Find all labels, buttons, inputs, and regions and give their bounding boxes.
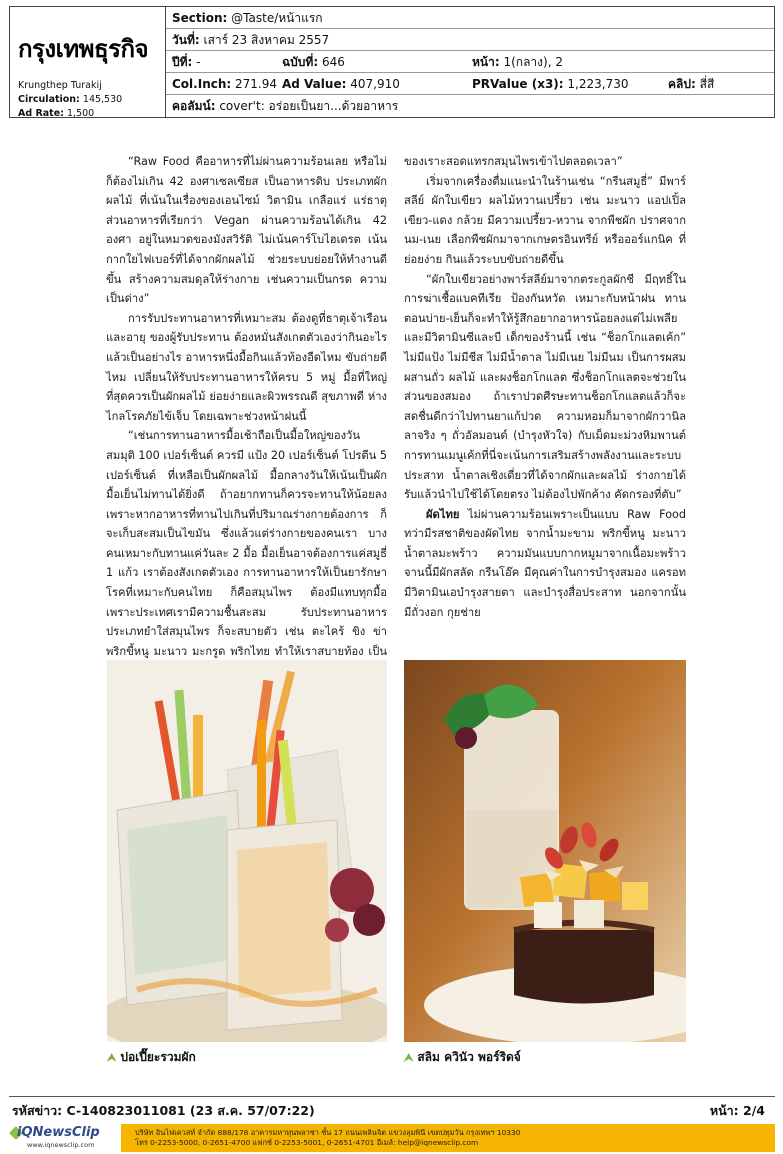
paragraph: “Raw Food คืออาหารที่ไม่ผ่านความร้อนเลย หรือไม่ก็ต้องไม่เกิน 42 องศาเซลเซียส เป็นอาหารดิบ ประเภทผักผลไม้ ที่เน้นในเรื่องของเอนไซม์ วิตามิน เกลือแร่ แร่ธาตุ ส่วนอาหารที่เรียกว่า Vegan ผ่านความร้อนได้เกิน 42 องศา อยู่ในหมวดของมังสวิรัติ ไม่เน้นคาร์โบไฮเดรต เน้นกากใยไฟเบอร์ที่ได้จากผักผลไม้ ช่วยระบบย่อยให้ทำงานดีขึ้น สร้างความสมดุลให้ร่างกาย เช่นความเป็นกรด ความเป็นด่าง” — [106, 155, 387, 306]
company-info — [121, 1128, 520, 1148]
iqnewsclip-logo[interactable] — [9, 1124, 121, 1152]
caption-photo2 — [404, 1048, 521, 1067]
section-row: Section: @Taste/หน้าแรก — [166, 7, 774, 29]
photo-quinoa-porridge — [404, 660, 686, 1042]
caption-photo1 — [107, 1048, 196, 1067]
paragraph: เริ่มจากเครื่องดื่มแนะนำในร้านเช่น “กรีนสมูธี่” มีพาร์สลีย์ ผักใบเขียว ผลไม้หวานเปรี้ยว เช่น มะนาว แอปเปิ้ลเขียว-แดง กล้วย มีความเปรี้ยว-หวาน จากพืชผัก ปราศจากนม-เนย เลือกพืชผักมาจากเกษตรอินทรีย์ หรือออร์แกนิค ที่ย่อยง่าย กินแล้วระบบขับถ่ายดีขึ้น — [404, 174, 686, 266]
article-column-left — [106, 152, 387, 681]
publication-meta — [18, 79, 122, 121]
news-id: รหัสข่าว: C-140823011081 (23 ส.ค. 57/07:22) — [12, 1103, 315, 1118]
publication-name: Krungthep Turakij — [18, 80, 102, 91]
paragraph: ของเราะสอดแทรกสมุนไพรเข้าไปตลอดเวลา” — [404, 155, 623, 168]
caption-text: ปอเปี๊ยะรวมผัก — [120, 1050, 196, 1064]
issue-row: ปีที่: - ฉบับที่: 646 หน้า: 1(กลาง), 2 — [166, 51, 774, 73]
paragraph: “เช่นการทานอาหารมื้อเช้าถือเป็นมื้อใหญ่ของวัน สมมุติ 100 เปอร์เซ็นต์ ควรมี แป้ง 20 เปอร์เซ็นต์ โปรตีน 5 เปอร์เซ็นต์ ที่เหลือเป็นผักผลไม้ มื้อกลางวันให้เน้นเป็นผัก มื้อเย็นไม่ทานได้ยิ่งดี ถ้าอยากทานก็ควรจะทานให้น้อยลง เพราะหากอาหารที่ทานไปเกินที่ปริมาณร่างกายต้องการ ก็จะเก็บสะสมเป็นไขมัน ซึ่งแล้วแต่ร่างกายของคนเรา บางคนเหมาะกับทานแค่วันละ 2 มื้อ มื้อเย็นอาจต้องการแค่สมูธี่ 1 แก้ว เราต้องสังเกตตัวเอง การทานอาหารให้เป็นยารักษาโรคที่เหมาะกับคนไทย ก็คือสมุนไพร ต้องมีแทบทุกมื้อ เพราะประเทศเรามีความชื้นสะสม รับประทานอาหารประเภทยำใส่สมุนไพร ก็จะสบายตัว เช่น ตะไคร้ ขิง ข่า พริกขี้หนู มะนาว มะกรูด พริกไทย ทำให้เราสบายท้อง เป็น — [106, 429, 387, 658]
column-row: คอลัมน์: cover't: อร่อยเป็นยา...ด้วยอาหาร — [172, 99, 399, 113]
caption-marker-icon: ⮝ — [404, 1050, 414, 1064]
footer-bar — [9, 1124, 775, 1152]
company-contact: โทร 0-2253-5000, 0-2651-4700 แฟกซ์ 0-2253-5001, 0-2651-4701 อีเมล์: help@iqnewsclip.com — [135, 1138, 479, 1147]
publication-panel — [10, 7, 166, 117]
brand-name: iQNewsClip — [17, 1125, 100, 1140]
clipping-header — [9, 6, 775, 118]
article-column-right — [404, 152, 686, 622]
quinoa-porridge-illustration — [404, 660, 686, 1042]
footer-divider — [9, 1096, 775, 1097]
caption-marker-icon: ⮝ — [107, 1050, 117, 1064]
date-row: วันที่: เสาร์ 23 สิงหาคม 2557 — [166, 29, 774, 51]
bold-lead: ผัดไทย — [426, 507, 460, 521]
value-row: Col.Inch: 271.94 Ad Value: 407,910 PRValue (x3): 1,223,730 คลิป: สี่สี — [166, 73, 774, 95]
spring-rolls-illustration — [107, 660, 387, 1042]
paragraph: ผัดไทย ไม่ผ่านความร้อนเพราะเป็นแบบ Raw Food ทว่ามีรสชาติของผัดไทย จากน้ำมะขาม พริกขี้หนู มะนาว น้ำตาลมะพร้าว ความมันแบบกากหมูมาจากเนื้อมะพร้าว จานนี้มีผักสลัด กรีนโอ๊ค มีคุณค่าในการบำรุงสมอง แครอท มีวิตามินเอบำรุงสายตา และบำรุงสื่อประสาท นอกจากนั้น มีถั่วงอก กุยช่าย — [404, 507, 686, 619]
paragraph: “ผักใบเขียวอย่างพาร์สลีย์มาจากตระกูลผักชี มีฤทธิ์ในการฆ่าเชื้อแบคทีเรีย ป้องกันหวัด เหมาะกับหน้าฝน ทานตอนบ่าย-เย็นก็จะทำให้รู้สึกอยากอาหารน้อยลงแต่ไม่เพลีย และมีวิตามินซีและบี เด็กของร้านนี้ เช่น “ช็อกโกแลตเค้ก” ไม่มีแป้ง ไม่มีชีส ไม่มีน้ำตาล ไม่มีเนย ไม่มีนม เป็นการผสมผสานถั่ว ผลไม้ และผงช็อกโกแลต ซึ่งช็อกโกแลตจะช่วยในส่วนของสมอง ถ้าเราปวดศีรษะทานช็อกโกแลตแล้วก็จะสดชื่นดีกว่าไปทานยาแก้ปวด ความหอมก็มาจากผักวานิลลาจริง ๆ ถั่วอัลมอนด์ (บำรุงหัวใจ) กับเม็ดมะม่วงหิมพานต์ การทานเมนูเค้กที่นี่จะเน้นการเสริมสร้างพลังงานและระบบประสาท น้ำตาลเชิงเดี่ยวที่ได้จากผักและผลไม้ ร่างกายได้รับแล้วนำไปใช้ได้โดยตรง ไม่ต้องไปพักค้าง คัดกรองที่ตับ” — [404, 272, 686, 502]
company-address: บริษัท อินไฟเควสท์ จำกัด 888/178 อาคารมหาทุนพลาซ่า ชั้น 17 ถนนเพลินจิต แขวงลุมพินี เขตปทุมวัน กรุงเทพฯ 10330 — [135, 1128, 521, 1137]
brand-url[interactable]: www.iqnewsclip.com — [27, 1141, 95, 1149]
ad-rate: Ad Rate: 1,500 — [18, 108, 95, 119]
clip-metadata — [166, 7, 774, 117]
newspaper-logo: กรุงเทพธุรกิจ — [18, 35, 149, 63]
circulation: Circulation: 145,530 — [18, 94, 123, 105]
page-number: หน้า: 2/4 — [709, 1103, 765, 1118]
paragraph: การรับประทานอาหารที่เหมาะสม ต้องดูที่ธาตุเจ้าเรือน และอายุ ของผู้รับประทาน ต้องหมั่นสังเกตตัวเองว่ากินอะไรแล้วเป็นอย่างไร อาหารหนึ่งมื้อกินแล้วท้องอืดไหม ขับถ่ายดีไหม เปลี่ยนให้รับประทานอาหารให้ครบ 5 หมู่ มื้อที่ใหญ่ที่สุดควรเป็นผักผลไม้ ย่อยง่ายและผิวพรรณดี สุขภาพดี ห่างไกลโรคภัยไข้เจ็บ โดยเฉพาะช่วงหน้าฝนนี้ — [106, 311, 387, 423]
photo-fresh-spring-rolls — [107, 660, 387, 1042]
caption-text: สลิม ควินัว พอร์ริดจ์ — [417, 1050, 521, 1064]
